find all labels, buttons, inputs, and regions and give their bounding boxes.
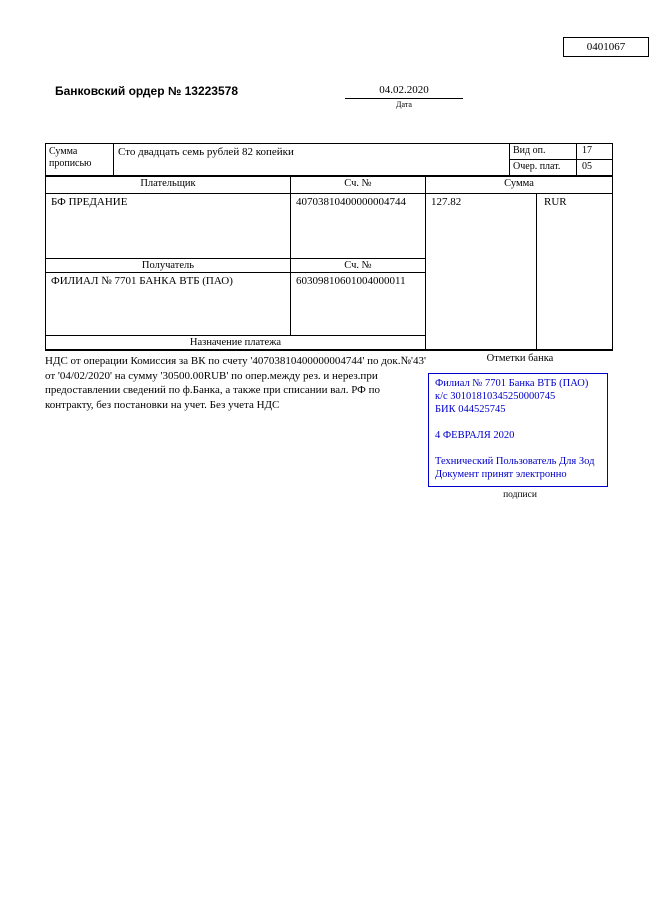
operation-type-row (510, 144, 612, 160)
amount-body (426, 194, 612, 349)
amount-words-value: Сто двадцать семь рублей 82 копейки (114, 144, 510, 175)
amount-value: 127.82 (426, 194, 537, 349)
recipient-row (46, 273, 425, 336)
payer-account: 40703810400000004744 (296, 196, 406, 208)
payer-row (46, 194, 425, 259)
payer-name: БФ ПРЕДАНИЕ (46, 194, 291, 258)
payer-account-header: Сч. № (344, 178, 372, 189)
date-block (345, 84, 463, 109)
bank-marks-section (426, 353, 614, 500)
stamp-bik: БИК 044525745 (435, 404, 506, 415)
form-code: 0401067 (586, 41, 626, 53)
table-body (46, 177, 612, 349)
recipient-account: 60309810601004000011 (296, 275, 406, 287)
operation-type-value: 17 (582, 145, 592, 156)
amount-words-row (46, 144, 612, 177)
stamp-bank-name: Филиал № 7701 Банка ВТБ (ПАО) (435, 378, 589, 389)
recipient-name: ФИЛИАЛ № 7701 БАНКА ВТБ (ПАО) (46, 273, 291, 335)
amount-words-label: Сумма прописью (46, 144, 114, 175)
recipient-account-header: Сч. № (344, 260, 372, 271)
parties-section (46, 177, 426, 349)
form-code-box (563, 37, 649, 57)
stamp-corr-account: к/с 30101810345250000745 (435, 391, 556, 402)
payment-priority-row (510, 160, 612, 175)
currency-value: RUR (544, 196, 567, 208)
signatures-label: подписи (503, 490, 537, 500)
amount-header: Сумма (426, 177, 612, 194)
operation-type-label: Вид оп. (510, 144, 577, 159)
purpose-text: НДС от операции Комиссия за ВК по счету '40703810400000004744' по док.№'43' от '04/02/2020' на сумму '30500.00RUB' по опер.между рез. и нерез.при предоставлении сведений по ф.Банка, а также при списании вал. РФ по контракту, без постановки на учет. Без учета НДС (45, 355, 426, 411)
purpose-header: Назначение платежа (189, 337, 282, 348)
amount-section (426, 177, 612, 349)
recipient-header-row (46, 259, 425, 273)
bank-stamp (428, 373, 608, 487)
payment-priority-value: 05 (582, 161, 592, 172)
recipient-header: Получатель (46, 259, 291, 272)
operation-block (510, 144, 612, 175)
payment-priority-label: Очер. плат. (510, 160, 577, 175)
document-title: Банковский ордер № 13223578 (55, 84, 238, 98)
stamp-date: 4 ФЕВРАЛЯ 2020 (435, 430, 515, 441)
bank-marks-title: Отметки банка (486, 353, 554, 364)
payment-order-table (45, 143, 613, 351)
stamp-user: Технический Пользователь Для Зод (435, 456, 595, 467)
stamp-note: Документ принят электронно (435, 469, 567, 480)
date-label: Дата (396, 100, 412, 109)
date-value: 04.02.2020 (345, 84, 463, 99)
payer-header: Плательщик (46, 177, 291, 193)
payer-header-row (46, 177, 425, 194)
